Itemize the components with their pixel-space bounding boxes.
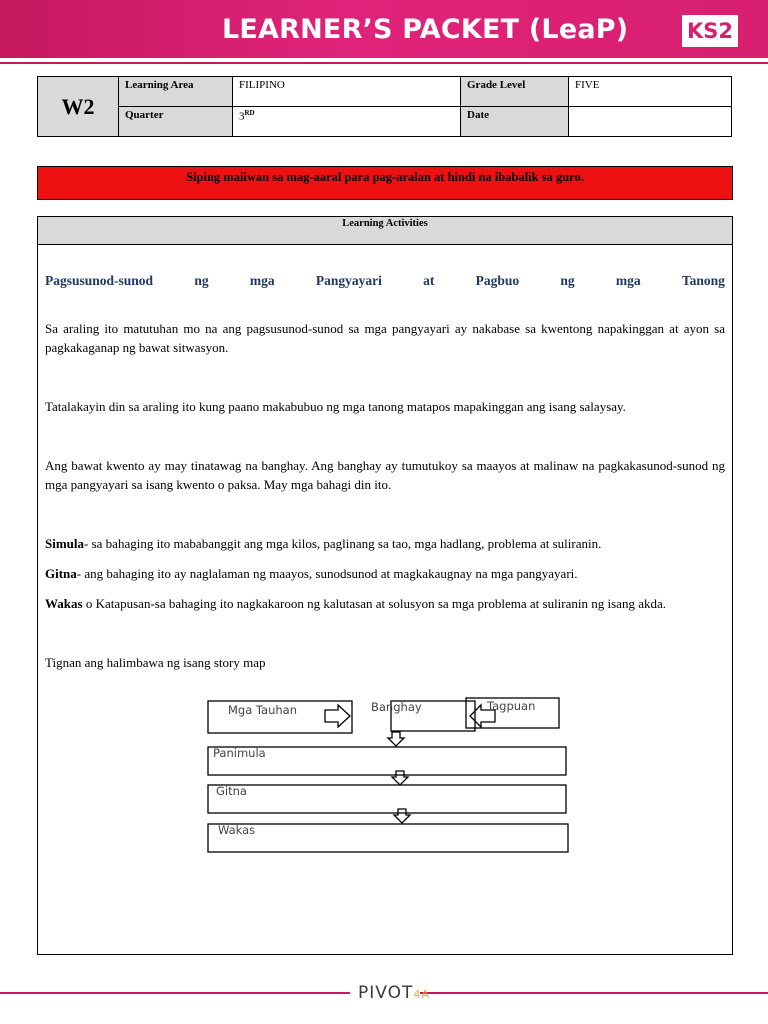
heading-word: mga: [249, 273, 275, 288]
wakas-label: Wakas: [218, 823, 256, 837]
story-map-diagram: [38, 217, 732, 954]
learning-area-label: Learning Area: [119, 77, 233, 107]
arrow-down-icon: [394, 809, 410, 823]
footer-line-right: [420, 992, 768, 994]
heading-word: ng: [560, 273, 575, 288]
notice-banner: Siping maiiwan sa mag-aaral para pag-aralan at hindi na ibabalik sa guro.: [37, 166, 733, 200]
learning-activities-header: Learning Activities: [38, 217, 732, 245]
simula-term: Simula: [45, 536, 85, 551]
gitna-box: [208, 785, 566, 813]
grade-level-value: FIVE: [569, 77, 732, 107]
grade-level-label: Grade Level: [461, 77, 569, 107]
pivot-logo: PIVOT4A: [358, 983, 430, 1003]
quarter-label: Quarter: [119, 107, 233, 137]
gitna-definition: Gitna- ang bahaging ito ay naglalaman ng maayos, sunodsunod at magkakaugnay na mga pangyayari.: [45, 566, 578, 581]
paragraph-tanong: Tatalakayin din sa araling ito kung paano makabubuo ng mga tanong matapos mapakinggan ang isang salaysay.: [45, 399, 626, 414]
header-banner: [0, 0, 768, 58]
paragraph-intro: Sa araling ito matutuhan mo na ang pagsusunod-sunod sa mga pangyayari ay nakabase sa kwentong napakinggan at ayon sa pagkakaganap ng bawat sitwasyon.: [45, 321, 725, 355]
week-cell: W2: [38, 77, 119, 137]
page-title: LEARNER’S PACKET (LeaP): [222, 14, 629, 45]
wakas-box: [208, 824, 568, 852]
wakas-definition: Wakas o Katapusan-sa bahaging ito nagkakaroon ng kalutasan at solusyon sa mga problema at suliranin ng isang akda.: [45, 596, 666, 611]
heading-word: Pagbuo: [475, 273, 520, 288]
heading-word: Pangyayari: [315, 273, 382, 288]
info-table: [37, 76, 732, 137]
simula-definition: Simula- sa bahaging ito mababanggit ang mga kilos, paglinang sa tao, mga hadlang, problema at suliranin.: [45, 536, 602, 551]
tauhan-label: Mga Tauhan: [228, 703, 298, 717]
banghay-label: Banghay: [371, 700, 422, 714]
quarter-value: 3RD: [233, 107, 461, 137]
learning-activities-box: [37, 216, 733, 955]
learning-area-value: FILIPINO: [233, 77, 461, 107]
tagpuan-label: Tagpuan: [487, 699, 536, 713]
heading-word: Pagsusunod-sunod: [45, 273, 154, 288]
arrow-down-icon: [392, 771, 408, 785]
gitna-term: Gitna: [45, 566, 77, 581]
wakas-term: Wakas: [45, 596, 83, 611]
paragraph-banghay: Ang bawat kwento ay may tinatawag na banghay. Ang banghay ay tumutukoy sa maayos at malinaw na pagkakasunod-sunod ng mga pangyayari sa isang kwento o paksa. May mga bahagi din ito.: [45, 458, 725, 492]
header-divider: [0, 62, 768, 64]
panimula-label: Panimula: [213, 746, 266, 760]
gitna-label: Gitna: [216, 784, 247, 798]
ks2-badge: KS2: [682, 15, 738, 47]
heading-word: ng: [194, 273, 209, 288]
heading-word: Tanong: [681, 273, 725, 288]
story-map-intro: Tignan ang halimbawa ng isang story map: [45, 655, 266, 670]
date-label: Date: [461, 107, 569, 137]
arrow-down-icon: [388, 732, 404, 746]
date-value: [569, 107, 732, 137]
arrow-right-icon: [325, 705, 350, 727]
heading-word: mga: [615, 273, 641, 288]
heading-word: at: [423, 273, 435, 288]
footer-line-left: [0, 992, 350, 994]
